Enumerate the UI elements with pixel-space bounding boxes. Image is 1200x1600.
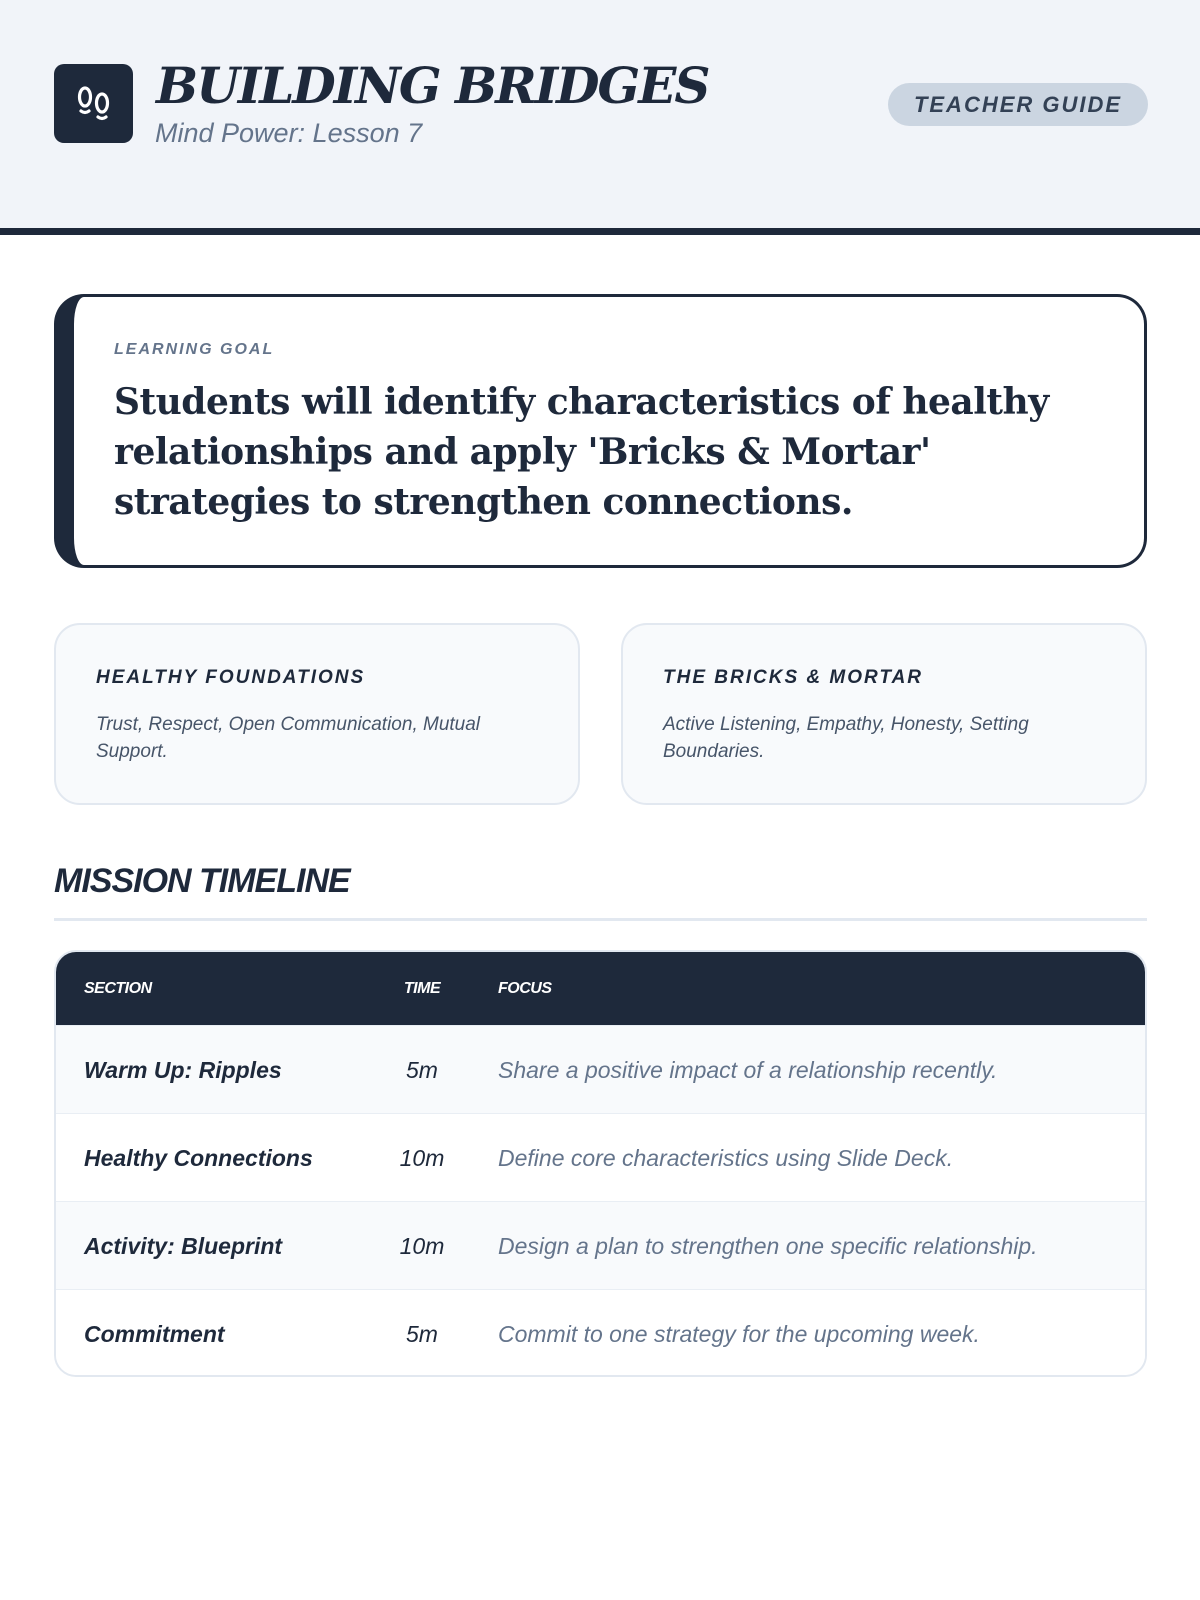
teacher-guide-badge: TEACHER GUIDE [888, 83, 1148, 126]
page-subtitle: Mind Power: Lesson 7 [155, 118, 423, 148]
bricks-mortar-card [621, 623, 1147, 805]
cell-focus: Define core characteristics using Slide Deck. [498, 1144, 954, 1171]
page-title: BUILDING BRIDGES [156, 56, 709, 115]
timeline-table [54, 950, 1147, 1377]
table-row [56, 1025, 1145, 1113]
cell-section: Commitment [84, 1320, 225, 1347]
column-header-focus: FOCUS [498, 979, 552, 997]
cell-time: 5m [406, 1320, 438, 1347]
table-row [56, 1113, 1145, 1201]
card-body: Trust, Respect, Open Communication, Mutual Support. [96, 714, 481, 762]
cell-section: Warm Up: Ripples [84, 1056, 282, 1083]
timeline-heading: MISSION TIMELINE [54, 862, 350, 900]
page-header [0, 0, 1200, 235]
card-body: Active Listening, Empathy, Honesty, Setting Boundaries. [663, 714, 1029, 762]
footprints-icon [54, 64, 133, 143]
cell-time: 5m [406, 1056, 438, 1083]
table-header [56, 952, 1145, 1025]
card-title: THE BRICKS & MORTAR [663, 667, 924, 688]
divider [54, 918, 1147, 921]
table-row [56, 1201, 1145, 1289]
learning-goal-text: Students will identify characteristics of healthy relationships and apply 'Bricks & Mortar' strategies to strengthen connections. [114, 381, 1049, 523]
table-body [56, 1025, 1145, 1377]
healthy-foundations-card [54, 623, 580, 805]
column-header-section: SECTION [84, 979, 152, 997]
column-header-time: TIME [403, 979, 441, 997]
cell-time: 10m [399, 1144, 445, 1171]
cell-section: Activity: Blueprint [84, 1232, 283, 1259]
learning-goal-card [54, 294, 1147, 568]
learning-goal-label: LEARNING GOAL [114, 341, 275, 358]
table-row [56, 1289, 1145, 1377]
card-title: HEALTHY FOUNDATIONS [96, 667, 366, 688]
cell-time: 10m [399, 1232, 445, 1259]
cell-focus: Share a positive impact of a relationship recently. [498, 1056, 998, 1083]
cell-focus: Commit to one strategy for the upcoming week. [498, 1320, 980, 1347]
cell-focus: Design a plan to strengthen one specific relationship. [498, 1232, 1038, 1259]
cell-section: Healthy Connections [84, 1144, 313, 1171]
